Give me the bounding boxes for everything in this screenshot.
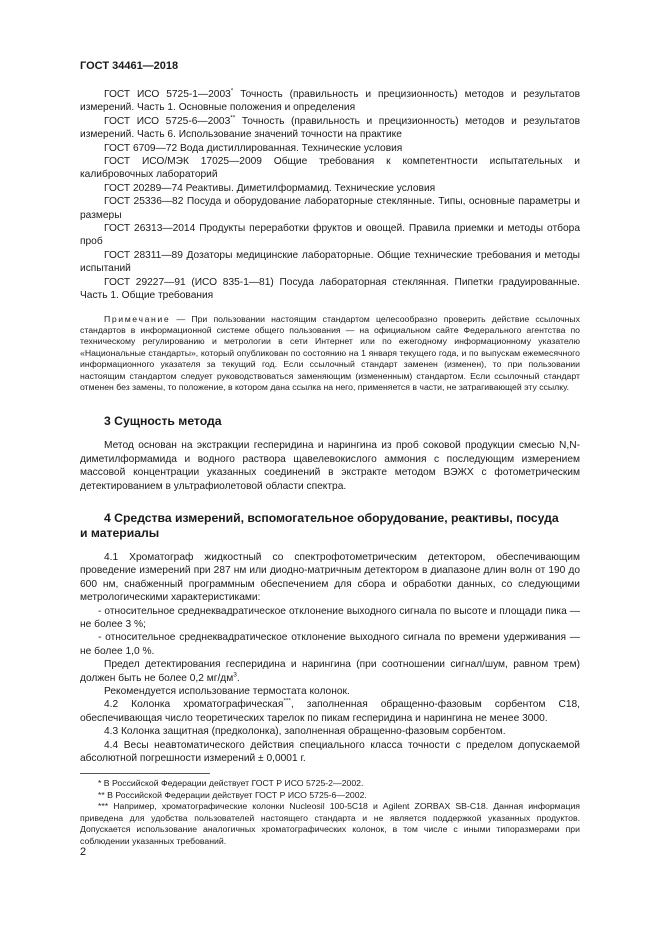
thermostat-recommendation: Рекомендуется использование термостата колонок. [104, 686, 350, 698]
section-3-heading: 3 Сущность метода [104, 414, 222, 429]
reference-item: ГОСТ 29227—91 (ИСО 835-1—81) Посуда лабораторная стеклянная. Пипетки градуированные. Часть 1. Общие требования [80, 276, 580, 302]
reference-item: ГОСТ 6709—72 Вода дистиллированная. Технические условия [104, 142, 403, 154]
note-label: Примечание [104, 313, 171, 324]
reference-note: Примечание — При пользовании настоящим стандартом целесообразно проверить действие ссылочных стандартов в информационной системе общего пользования — на официальном сайте Федерального агентства по техническому регулированию и метрологии в сети Интернет или по ежегодному информационному указателю «Национальные стандарты», который опубликован по состоянию на 1 января текущего года, и по выпускам ежемесячного информационного указателя за текущий год. Если ссылочный стандарт заменен (изменен), то при пользовании настоящим стандартом следует руководствоваться заменяющим (измененным) стандартом. Если ссылочный стандарт отменен без замены, то положение, в котором дана ссылка на него, применяется в части, не затрагивающей эту ссылку. [80, 313, 580, 392]
footnote: *** Например, хроматографические колонки Nucleosil 100-5C18 и Agilent ZORBAX SB-C18. Данная информация приведена для удобства пользователей настоящего стандарта и не является поддержкой указанных продуктов. Допускается использование аналогичных хроматографических колонок, в том числе с иными типоразмерами при соблюдении указанных требований. [80, 801, 581, 846]
section-4-heading: 4 Средства измерений, вспомогательное оборудование, реактивы, посуда и материалы [80, 510, 559, 540]
reference-item: ГОСТ 20289—74 Реактивы. Диметилформамид. Технические условия [104, 182, 436, 194]
list-item: - относительное среднеквадратическое отклонение выходного сигнала по высоте и площади пика — не более 3 %; [80, 605, 580, 630]
list-item: - относительное среднеквадратическое отклонение выходного сигнала по времени удерживания — не более 1,0 %. [80, 632, 580, 657]
clause-4-4: 4.4 Весы неавтоматического действия специального класса точности с пределом допускаемой абсолютной погрешности измерений ± 0,0001 г. [80, 739, 580, 765]
reference-item: ГОСТ 25336—82 Посуда и оборудование лабораторные стеклянные. Типы, основные параметры и размеры [80, 196, 580, 221]
page-number: 2 [80, 846, 87, 858]
document-code-header: ГОСТ 34461—2018 [80, 60, 179, 72]
footnote-mark: * [230, 87, 234, 95]
clause-4-2: 4.2 Колонка хроматографическая***, заполненная обращенно-фазовым сорбентом С18, обеспечивающая число теоретических тарелок по пикам гесперидина и нарингина не менее 3000. [80, 698, 580, 724]
clause-4-1: 4.1 Хроматограф жидкостный со спектрофотометрическим детектором, обеспечивающим проведение измерений при 287 нм или диодно-матричным детектором в диапазоне длин волн от 190 до 600 нм, снабженный программным обеспечением для сбора и обработки данных, со следующими метрологическими характеристиками: [80, 551, 580, 604]
clause-4-3: 4.3 Колонка защитная (предколонка), заполненная обращенно-фазовым сорбентом. [104, 726, 506, 738]
detection-limit: Предел детектирования гесперидина и нарингина (при соотношении сигнал/шум, равном трем) должен быть не более 0,2 $мг/дм^3$. [80, 659, 580, 684]
reference-item: ГОСТ 28311—89 Дозаторы медицинские лабораторные. Общие технические требования и методы испытаний [80, 249, 580, 275]
reference-item: ГОСТ 26313—2014 Продукты переработки фруктов и овощей. Правила приемки и методы отбора проб [80, 223, 580, 248]
footnote-mark: *** [283, 698, 291, 706]
reference-item: ГОСТ ИСО 5725-1—2003* Точность (правильность и прецизионность) методов и результатов измерений. Часть 1. Основные положения и определения [80, 87, 580, 114]
reference-item: ГОСТ ИСО/МЭК 17025—2009 Общие требования к компетентности испытательных и калибровочных лабораторий [80, 156, 580, 181]
footnote-divider [80, 773, 210, 774]
footnote: ** В Российской Федерации действует ГОСТ Р ИСО 5725-6—2002. [98, 789, 367, 800]
page-content [80, 88, 580, 847]
section-3-body: Метод основан на экстракции гесперидина и нарингина из проб соковой продукции смесью N,N-диметилформамида и водного раствора щавелевокислого аммония с последующим измерением массовой концентрации указанных соединений в экстракте методом ВЭЖХ с фотометрическим детектированием в ультрафиолетовой области спектра. [80, 440, 580, 492]
reference-item: ГОСТ ИСО 5725-6—2003** Точность (правильность и прецизионность) методов и результатов измерений. Часть 6. Использование значений точности на практике [80, 114, 580, 141]
footnote: * В Российской Федерации действует ГОСТ Р ИСО 5725-2—2002. [98, 778, 364, 789]
footnote-mark: ** [230, 114, 236, 122]
